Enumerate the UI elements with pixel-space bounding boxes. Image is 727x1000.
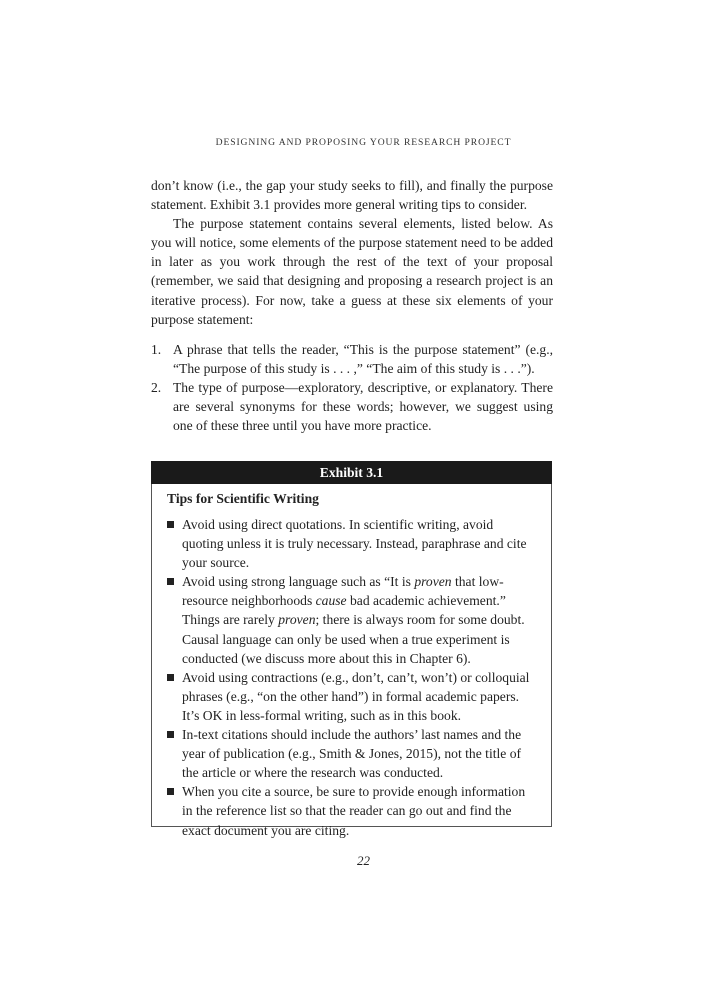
list-text: A phrase that tells the reader, “This is the purpose statement” (e.g., “The purpose of this study is . . . ,” “The aim of this study is . . .”). (173, 341, 553, 376)
paragraph-2: The purpose statement contains several elements, listed below. As you will notice, some elements of the purpose statement need to be added in later as you work through the rest of the text of your proposal (remember, we said that designing and proposing a research project is an iterative process). For now, take a guess at these six elements of your purpose statement: (151, 216, 553, 327)
tip-item (152, 572, 533, 667)
list-item (151, 340, 553, 378)
page-number: 22 (357, 853, 370, 868)
exhibit-title: Exhibit 3.1 (151, 461, 552, 484)
tips-list (152, 515, 551, 840)
tip-text: When you cite a source, be sure to provide enough information in the reference list so that the reader can go out and find the exact document you are citing. (182, 784, 526, 838)
running-head: DESIGNING AND PROPOSING YOUR RESEARCH PROJECT (215, 137, 512, 148)
tip-text: Avoid using direct quotations. In scientific writing, avoid quoting unless it is truly necessary. Instead, paraphrase and cite your source. (182, 517, 527, 571)
square-bullet-icon (167, 788, 174, 795)
tip-item (152, 782, 533, 839)
square-bullet-icon (167, 521, 174, 528)
list-number: 1. (151, 341, 162, 357)
tip-item (152, 725, 533, 782)
tip-item (152, 515, 533, 572)
tip-item (152, 668, 533, 725)
paragraph-1: don’t know (i.e., the gap your study seeks to fill), and finally the purpose statement. Exhibit 3.1 provides more general writing tips to consider. (151, 178, 553, 213)
exhibit-box (151, 461, 552, 838)
square-bullet-icon (167, 674, 174, 681)
numbered-list (151, 340, 553, 435)
tip-text-part: Avoid using strong language such as “It is (182, 574, 415, 590)
list-number: 2. (151, 379, 162, 395)
square-bullet-icon (167, 578, 174, 585)
tip-emphasis: cause (315, 593, 347, 609)
tip-text (182, 574, 525, 665)
tip-emphasis: proven (278, 612, 316, 628)
list-item (151, 378, 553, 435)
tip-text-part: bad academic achievement.” Things are rarely (182, 593, 506, 628)
list-text: The type of purpose—exploratory, descriptive, or explanatory. There are several synonyms for these words; however, we suggest using one of these three until you have more practice. (173, 379, 553, 434)
tip-text-part: that low-resource neighborhoods (182, 574, 504, 609)
tip-emphasis: proven (414, 574, 452, 590)
tip-text: In-text citations should include the authors’ last names and the year of publication (e.g., Smith & Jones, 2015), not the title of the article or where the research was conducted. (182, 727, 522, 781)
tip-text-part: ; there is always room for some doubt. Causal language can only be used when a true experiment is conducted (we discuss more about this in Chapter 6). (182, 612, 525, 666)
body-text (151, 176, 553, 435)
tip-text: Avoid using contractions (e.g., don’t, can’t, won’t) or colloquial phrases (e.g., “on the other hand”) in formal academic papers. It’s OK in less-formal writing, such as in this book. (182, 669, 530, 723)
exhibit-subtitle: Tips for Scientific Writing (167, 491, 319, 506)
square-bullet-icon (167, 731, 174, 738)
